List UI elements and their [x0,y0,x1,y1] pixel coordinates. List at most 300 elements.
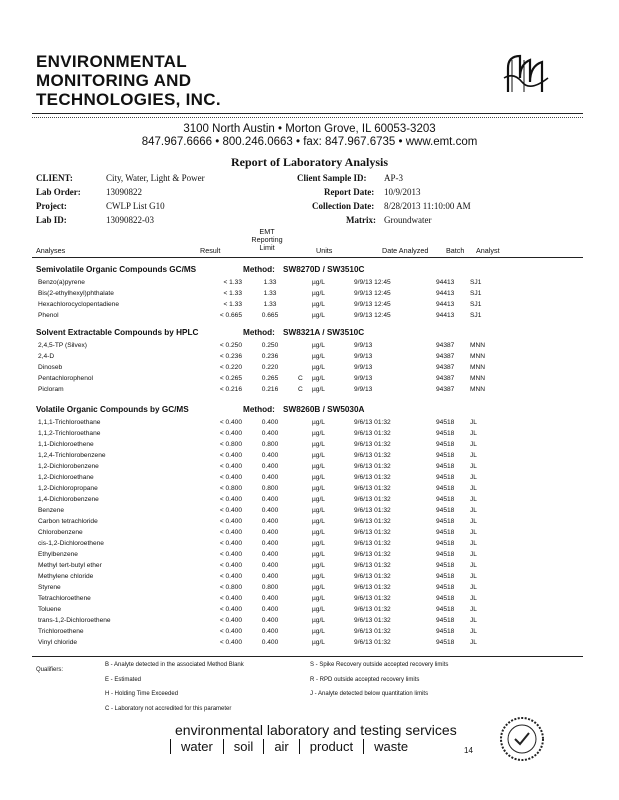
units: µg/L [312,639,325,646]
date-analyzed: 9/9/13 [354,375,373,382]
units: µg/L [312,419,325,426]
qualifier-c: C - Laboratory not accredited for this parameter [105,706,232,712]
date-analyzed: 9/9/13 [354,386,373,393]
units: µg/L [312,540,325,547]
batch-number: 94387 [436,364,455,371]
qualifier-r: R - RPD outside accepted recovery limits [310,677,420,683]
analyte-name: Carbon tetrachloride [38,518,98,525]
analyst-initials: JL [470,584,477,591]
table-row [38,384,490,395]
analyst-initials: JL [470,419,477,426]
qualifier-flag [298,299,306,310]
footer-tagline: environmental laboratory and testing services [175,722,457,738]
units: µg/L [312,463,325,470]
collection-date-label: Collection Date: [312,201,375,211]
result-value: < 0.800 [219,485,242,492]
reporting-limit: 0.400 [261,452,279,459]
reporting-limit: 0.400 [261,540,279,547]
company-name-line-2: MONITORING AND [36,71,192,90]
results-table-volatile [38,417,490,648]
result-value: < 0.400 [219,562,242,569]
qualifier-flag [298,582,306,593]
section-title: Volatile Organic Compounds by GC/MS [36,405,189,414]
result-value: < 0.400 [219,518,242,525]
result-value: < 0.400 [219,606,242,613]
reporting-limit: 0.400 [261,617,279,624]
analyst-initials: JL [470,551,477,558]
batch-number: 94518 [436,540,455,547]
qualifier-flag [298,637,306,648]
reporting-limit: 0.400 [261,573,279,580]
qualifier-flag [298,461,306,472]
table-row [38,527,490,538]
date-analyzed: 9/6/13 01:32 [354,507,391,514]
units: µg/L [312,279,325,286]
analyte-name: 1,2-Dichloropropane [38,485,98,492]
qualifier-s: S - Spike Recovery outside accepted recovery limits [310,662,449,668]
table-row [38,604,490,615]
table-row [38,516,490,527]
report-date-label: Report Date: [324,187,375,197]
qualifier-flag [298,571,306,582]
batch-number: 94518 [436,617,455,624]
batch-number: 94518 [436,441,455,448]
analyst-initials: JL [470,507,477,514]
analyte-name: Vinyl chloride [38,639,78,646]
reporting-limit: 0.400 [261,474,279,481]
reporting-limit: 1.33 [263,279,277,286]
service-soil: soil [223,739,264,754]
analyst-initials: JL [470,452,477,459]
result-value: < 1.33 [223,279,242,286]
analyte-name: 2,4,5-TP (Silvex) [38,342,87,349]
date-analyzed: 9/6/13 01:32 [354,573,391,580]
col-analyses: Analyses [36,246,66,255]
analyte-name: Styrene [38,584,61,591]
analyst-initials: JL [470,518,477,525]
result-value: < 0.265 [219,375,242,382]
batch-number: 94387 [436,353,455,360]
table-row [38,373,490,384]
lab-order-value: 13090822 [106,187,142,197]
table-row [38,439,490,450]
date-analyzed: 9/6/13 01:32 [354,474,391,481]
col-date-analyzed: Date Analyzed [382,246,429,255]
header-underline [32,257,583,258]
result-value: < 1.33 [223,301,242,308]
reporting-limit: 0.800 [261,584,279,591]
method-value: SW8260B / SW5030A [283,405,365,414]
result-value: < 0.220 [219,364,242,371]
analyte-name: 1,2-Dichloroethane [38,474,94,481]
company-name-line-1: ENVIRONMENTAL [36,52,187,71]
units: µg/L [312,595,325,602]
project-label: Project: [36,201,67,211]
report-date-value: 10/9/2013 [384,187,421,197]
analyst-initials: JL [470,485,477,492]
table-bottom-rule [32,656,583,657]
reporting-limit: 0.400 [261,419,279,426]
reporting-limit: 0.400 [261,496,279,503]
analyte-name: Methylene chloride [38,573,94,580]
reporting-limit: 0.800 [261,485,279,492]
qualifier-flag [298,351,306,362]
table-row [38,362,490,373]
table-row [38,549,490,560]
batch-number: 94518 [436,551,455,558]
analyte-name: trans-1,2-Dichloroethene [38,617,111,624]
batch-number: 94518 [436,606,455,613]
qualifier-flag [298,593,306,604]
section-title: Solvent Extractable Compounds by HPLC [36,328,199,337]
batch-number: 94518 [436,518,455,525]
units: µg/L [312,573,325,580]
date-analyzed: 9/6/13 01:32 [354,452,391,459]
client-value: City, Water, Light & Power [106,173,205,183]
batch-number: 94518 [436,595,455,602]
table-row [38,538,490,549]
results-table-hplc [38,340,490,395]
reporting-limit: 0.400 [261,529,279,536]
qualifier-flag [298,527,306,538]
batch-number: 94518 [436,628,455,635]
result-value: < 0.400 [219,452,242,459]
units: µg/L [312,353,325,360]
reporting-limit: 0.665 [261,312,279,319]
qualifier-flag [298,560,306,571]
date-analyzed: 9/9/13 12:45 [354,290,391,297]
batch-number: 94387 [436,386,455,393]
result-value: < 0.250 [219,342,242,349]
units: µg/L [312,342,325,349]
batch-number: 94518 [436,463,455,470]
analyte-name: Chlorobenzene [38,529,83,536]
batch-number: 94387 [436,375,455,382]
date-analyzed: 9/6/13 01:32 [354,562,391,569]
analyst-initials: JL [470,573,477,580]
reporting-limit: 0.250 [261,342,279,349]
qualifier-flag [298,340,306,351]
analyst-initials: MNN [470,364,486,371]
qualifier-flag [298,549,306,560]
result-value: < 0.800 [219,584,242,591]
table-row [38,560,490,571]
date-analyzed: 9/6/13 01:32 [354,441,391,448]
date-analyzed: 9/9/13 [354,353,373,360]
date-analyzed: 9/6/13 01:32 [354,606,391,613]
units: µg/L [312,290,325,297]
batch-number: 94413 [436,312,455,319]
analyst-initials: SJ1 [470,279,482,286]
result-value: < 0.400 [219,430,242,437]
reporting-limit: 0.400 [261,518,279,525]
analyte-name: 1,1-Dichloroethene [38,441,94,448]
result-value: < 0.400 [219,595,242,602]
analyte-name: Hexachlorocyclopentadiene [38,301,120,308]
result-value: < 0.400 [219,419,242,426]
batch-number: 94518 [436,496,455,503]
date-analyzed: 9/9/13 12:45 [354,279,391,286]
date-analyzed: 9/6/13 01:32 [354,485,391,492]
analyte-name: Toluene [38,606,62,613]
page-number: 14 [464,746,473,755]
batch-number: 94518 [436,573,455,580]
analyte-name: Tetrachloroethene [38,595,91,602]
date-analyzed: 9/6/13 01:32 [354,540,391,547]
analyst-initials: JL [470,496,477,503]
analyte-name: Picloram [38,386,64,393]
reporting-limit: 0.400 [261,595,279,602]
analyst-initials: JL [470,639,477,646]
reporting-limit: 0.400 [261,628,279,635]
result-value: < 1.33 [223,290,242,297]
result-value: < 0.216 [219,386,242,393]
report-title: Report of Laboratory Analysis [231,155,388,169]
lab-id-label: Lab ID: [36,215,67,225]
emt-logo-icon [500,48,556,100]
qualifier-flag [298,472,306,483]
qualifiers-label: Qualifiers: [36,667,64,673]
date-analyzed: 9/9/13 12:45 [354,301,391,308]
qualifier-flag: C [298,375,303,382]
matrix-value: Groundwater [384,215,432,225]
result-value: < 0.400 [219,474,242,481]
date-analyzed: 9/6/13 01:32 [354,595,391,602]
analyst-initials: MNN [470,386,486,393]
analyte-name: cis-1,2-Dichloroethene [38,540,104,547]
date-analyzed: 9/6/13 01:32 [354,419,391,426]
analyte-name: Benzene [38,507,65,514]
batch-number: 94518 [436,452,455,459]
qualifier-flag [298,288,306,299]
qualifier-flag [298,626,306,637]
date-analyzed: 9/6/13 01:32 [354,529,391,536]
date-analyzed: 9/6/13 01:32 [354,584,391,591]
qualifier-j: J - Analyte detected below quantitation limits [310,691,429,697]
batch-number: 94518 [436,485,455,492]
sample-id-label: Client Sample ID: [297,173,367,183]
date-analyzed: 9/6/13 01:32 [354,430,391,437]
analyte-name: 1,2-Dichlorobenzene [38,463,99,470]
qualifier-flag [298,450,306,461]
batch-number: 94518 [436,430,455,437]
letterhead-rule-dotted [32,117,583,118]
result-value: < 0.236 [219,353,242,360]
analyte-name: 2,4-D [38,353,55,360]
qualifier-b: B - Analyte detected in the associated Method Blank [105,662,244,668]
units: µg/L [312,584,325,591]
date-analyzed: 9/9/13 12:45 [354,312,391,319]
service-waste: waste [363,739,418,754]
analyst-initials: JL [470,617,477,624]
table-row [38,626,490,637]
table-row [38,483,490,494]
qualifier-flag [298,362,306,373]
col-reporting-limit: EMT Reporting Limit [251,227,283,252]
analyst-initials: JL [470,463,477,470]
col-analyst: Analyst [476,246,500,255]
reporting-limit: 0.220 [261,364,279,371]
matrix-label: Matrix: [346,215,376,225]
result-value: < 0.400 [219,617,242,624]
date-analyzed: 9/9/13 [354,342,373,349]
analyst-initials: MNN [470,375,486,382]
reporting-limit: 0.400 [261,606,279,613]
result-value: < 0.400 [219,529,242,536]
results-table-semivolatile [38,277,490,321]
analyst-initials: MNN [470,342,486,349]
date-analyzed: 9/9/13 [354,364,373,371]
analyte-name: Dinoseb [38,364,63,371]
analyst-initials: SJ1 [470,290,482,297]
units: µg/L [312,507,325,514]
reporting-limit: 1.33 [263,290,277,297]
qualifier-flag [298,516,306,527]
table-row [38,505,490,516]
table-row [38,340,490,351]
units: µg/L [312,529,325,536]
table-row [38,461,490,472]
method-value: SW8270D / SW3510C [283,265,365,274]
table-row [38,351,490,362]
analyst-initials: SJ1 [470,312,482,319]
batch-number: 94518 [436,529,455,536]
sample-id-value: AP-3 [384,173,404,183]
table-row [38,582,490,593]
collection-date-value: 8/28/2013 11:10:00 AM [384,201,471,211]
letterhead-rule [32,113,583,114]
analyte-name: Pentachlorophenol [38,375,93,382]
units: µg/L [312,452,325,459]
units: µg/L [312,606,325,613]
col-batch: Batch [446,246,465,255]
qualifier-flag [298,310,306,321]
reporting-limit: 0.400 [261,507,279,514]
analyte-name: Trichloroethene [38,628,84,635]
qualifier-flag [298,483,306,494]
analyst-initials: MNN [470,353,486,360]
analyte-name: Benzo(a)pyrene [38,279,85,286]
col-result: Result [200,246,221,255]
qualifier-flag [298,505,306,516]
company-phones: 847.967.6666 • 800.246.0663 • fax: 847.967.6735 • www.emt.com [141,136,478,148]
table-row [38,428,490,439]
units: µg/L [312,474,325,481]
date-analyzed: 9/6/13 01:32 [354,551,391,558]
result-value: < 0.665 [219,312,242,319]
services-list [170,739,418,754]
table-row [38,637,490,648]
units: µg/L [312,551,325,558]
reporting-limit: 0.400 [261,562,279,569]
analyte-name: 1,4-Dichlorobenzene [38,496,99,503]
reporting-limit: 0.236 [261,353,279,360]
batch-number: 94413 [436,279,455,286]
result-value: < 0.400 [219,573,242,580]
reporting-limit: 0.400 [261,639,279,646]
batch-number: 94387 [436,342,455,349]
reporting-limit: 1.33 [263,301,277,308]
qualifier-flag [298,417,306,428]
table-row [38,593,490,604]
analyte-name: 1,2,4-Trichlorobenzene [38,452,106,459]
table-row [38,288,490,299]
result-value: < 0.400 [219,551,242,558]
result-value: < 0.400 [219,628,242,635]
analyte-name: 1,1,1-Trichloroethane [38,419,101,426]
date-analyzed: 9/6/13 01:32 [354,628,391,635]
analyte-name: 1,1,2-Trichloroethane [38,430,101,437]
col-units: Units [316,246,333,255]
method-value: SW8321A / SW3510C [283,328,365,337]
units: µg/L [312,375,325,382]
analyst-initials: JL [470,562,477,569]
method-label: Method: [243,405,275,414]
batch-number: 94518 [436,419,455,426]
qualifier-flag [298,428,306,439]
reporting-limit: 0.265 [261,375,279,382]
analyst-initials: SJ1 [470,301,482,308]
table-row [38,277,490,288]
analyte-name: Phenol [38,312,59,319]
section-title: Semivolatile Organic Compounds GC/MS [36,265,197,274]
analyst-initials: JL [470,628,477,635]
table-row [38,299,490,310]
date-analyzed: 9/6/13 01:32 [354,463,391,470]
date-analyzed: 9/6/13 01:32 [354,617,391,624]
analyte-name: Ethylbenzene [38,551,78,558]
company-address: 3100 North Austin • Morton Grove, IL 60053-3203 [183,123,436,135]
table-row [38,417,490,428]
units: µg/L [312,301,325,308]
units: µg/L [312,496,325,503]
company-name [36,52,221,109]
units: µg/L [312,312,325,319]
lab-id-value: 13090822-03 [106,215,154,225]
result-value: < 0.400 [219,463,242,470]
qualifier-flag [298,604,306,615]
analyst-initials: JL [470,595,477,602]
result-value: < 0.400 [219,507,242,514]
reporting-limit: 0.800 [261,441,279,448]
units: µg/L [312,485,325,492]
table-row [38,450,490,461]
reporting-limit: 0.400 [261,463,279,470]
date-analyzed: 9/6/13 01:32 [354,518,391,525]
result-value: < 0.400 [219,540,242,547]
date-analyzed: 9/6/13 01:32 [354,639,391,646]
units: µg/L [312,364,325,371]
analyst-initials: JL [470,540,477,547]
service-water: water [170,739,223,754]
service-air: air [263,739,298,754]
analyst-initials: JL [470,441,477,448]
qualifier-e: E - Estimated [105,677,142,683]
project-value: CWLP List G10 [106,201,165,211]
accreditation-seal-icon [498,715,546,763]
reporting-limit: 0.216 [261,386,279,393]
batch-number: 94518 [436,474,455,481]
analyst-initials: JL [470,430,477,437]
table-row [38,615,490,626]
result-value: < 0.800 [219,441,242,448]
batch-number: 94518 [436,584,455,591]
result-value: < 0.400 [219,639,242,646]
result-value: < 0.400 [219,496,242,503]
units: µg/L [312,617,325,624]
qualifier-flag: C [298,386,303,393]
date-analyzed: 9/6/13 01:32 [354,496,391,503]
